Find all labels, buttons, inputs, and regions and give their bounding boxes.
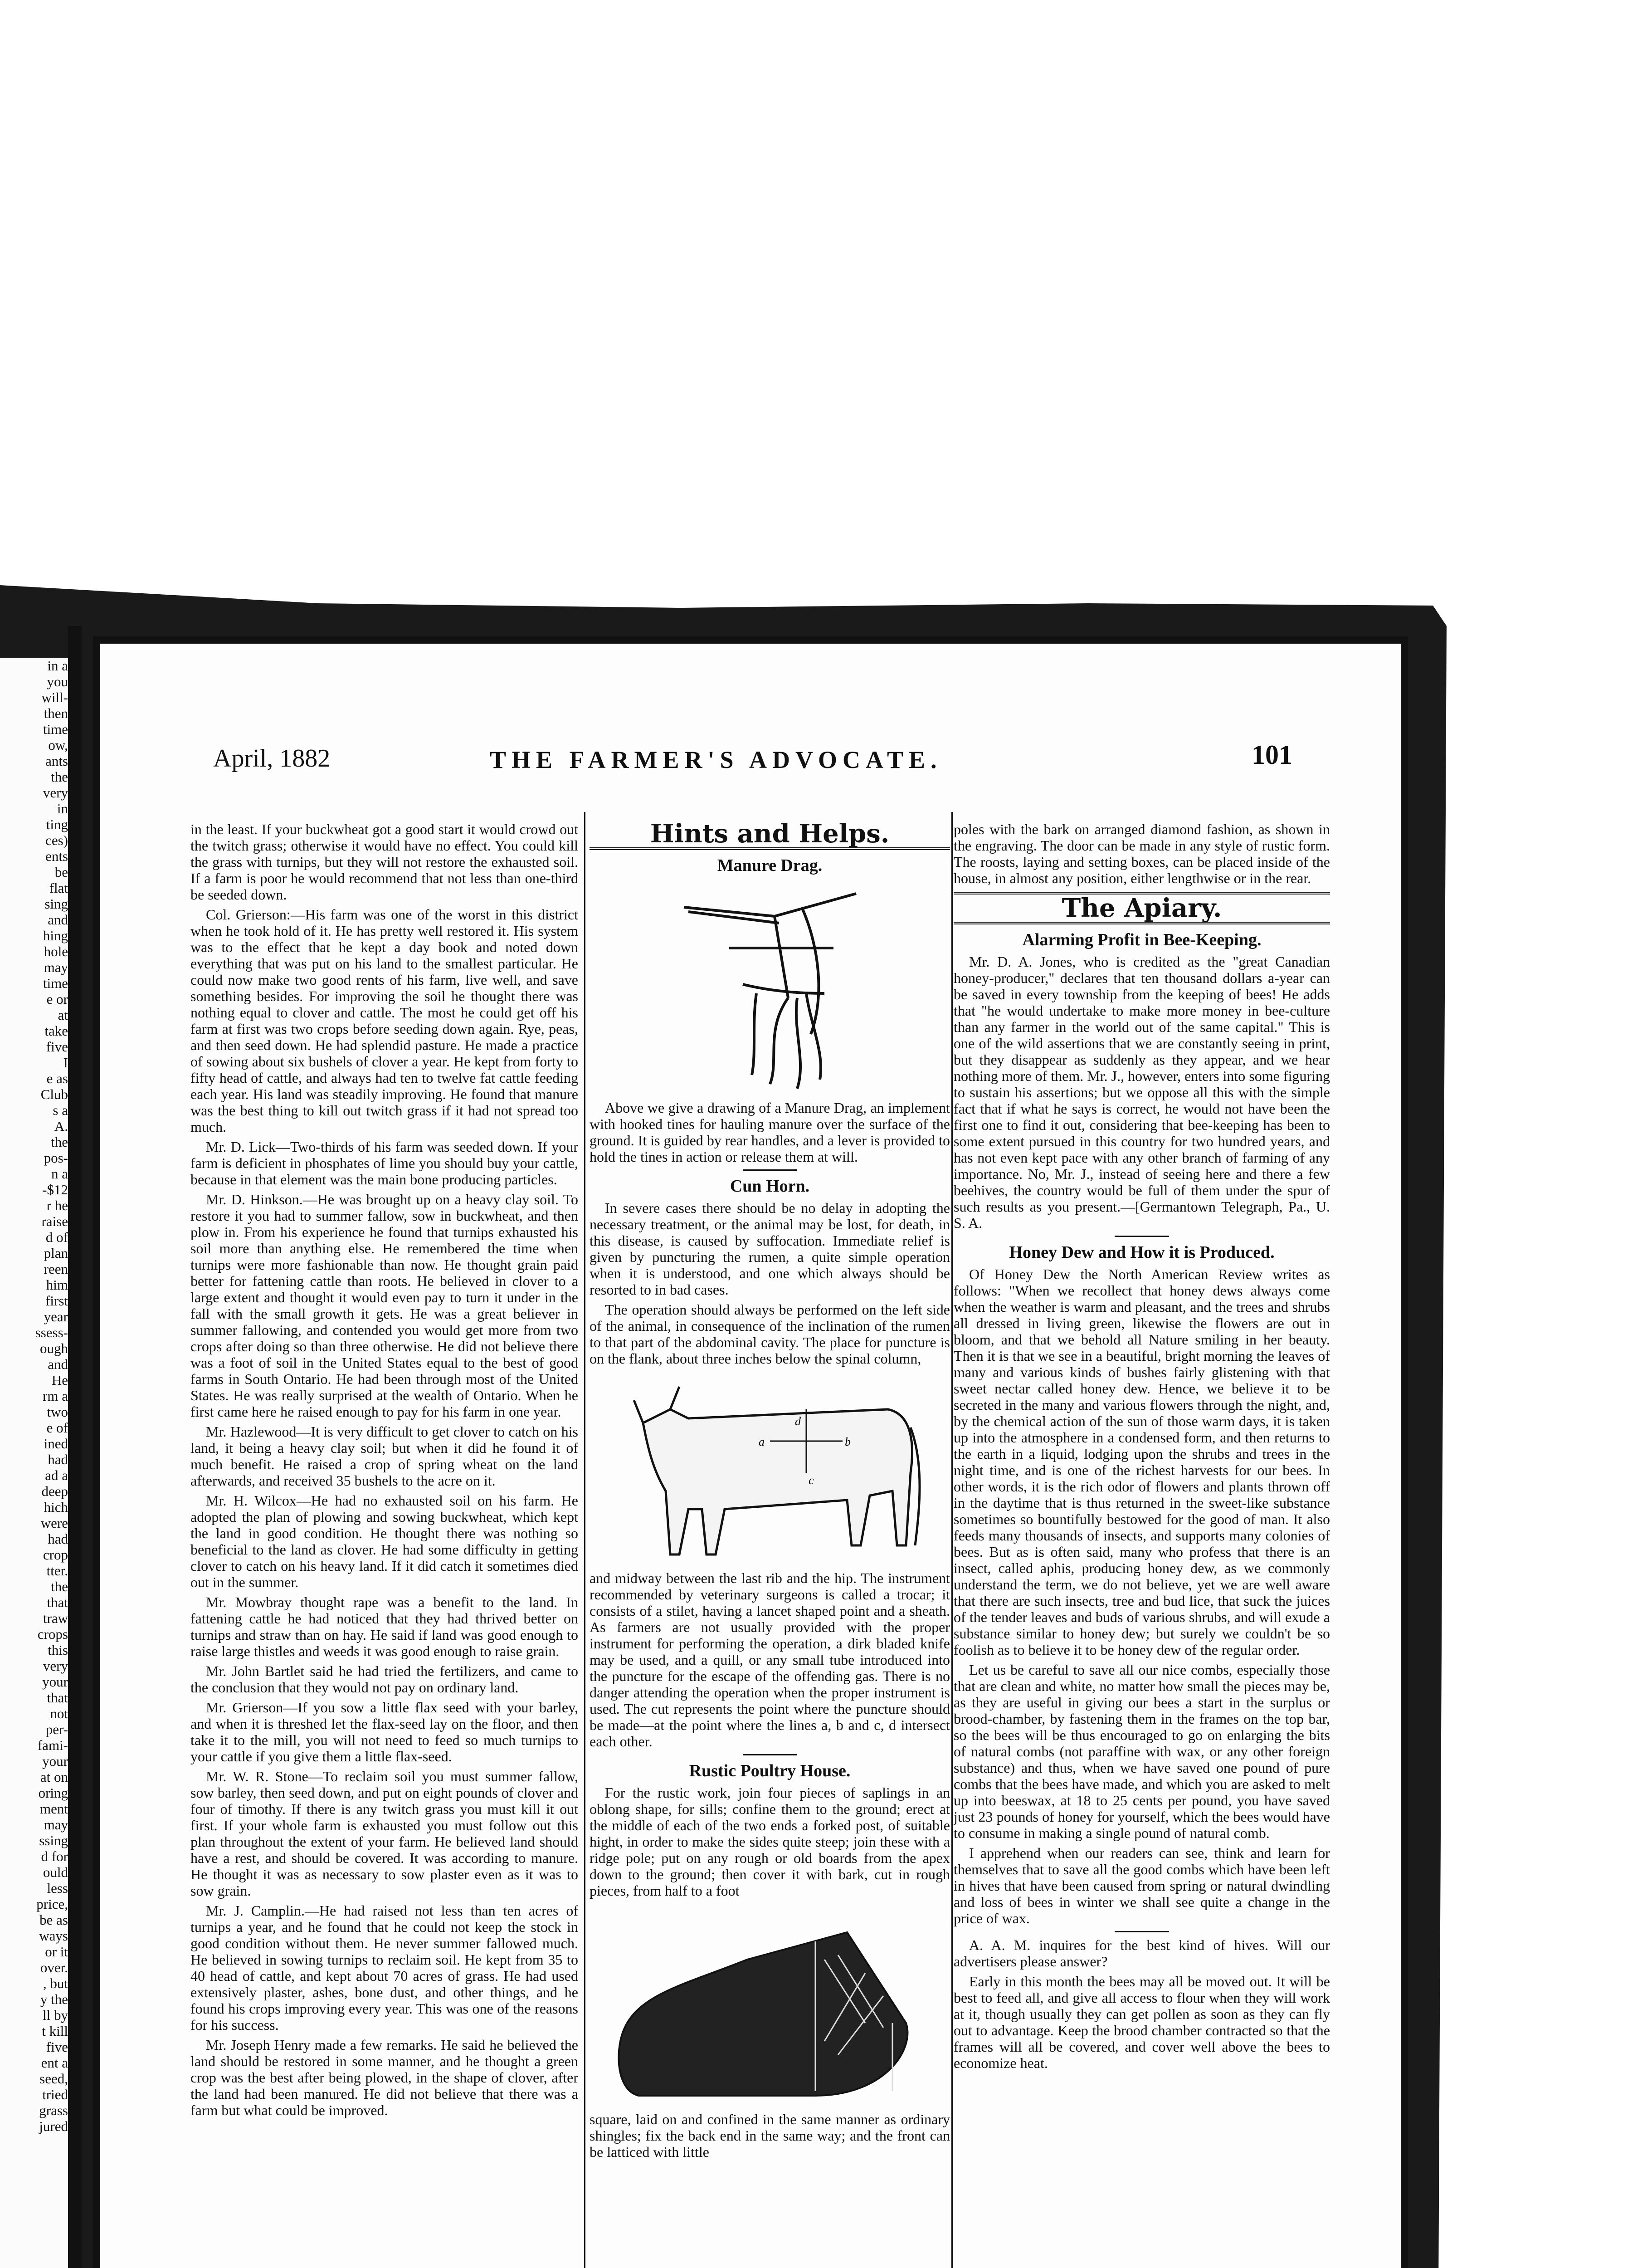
previous-page-line: n a (51, 1166, 68, 1182)
previous-page-line: your (42, 1753, 68, 1769)
figure-label-c: c (808, 1474, 814, 1487)
previous-page-line: Club (40, 1086, 68, 1102)
previous-page-line: raise (41, 1213, 68, 1229)
previous-page-line: oring (38, 1785, 68, 1801)
previous-page-line: that (47, 1594, 68, 1610)
paragraph: Mr. John Bartlet said he had tried the fertilizers, and came to the conclusion that they would not pay on ordinary land. (190, 1663, 578, 1696)
previous-page-line: crop (43, 1547, 68, 1563)
poultry-house-illustration (611, 1905, 929, 2105)
paragraph: Of Honey Dew the North American Review writes as follows: "When we recollect that honey dews always come when the weather is warm and pleasant, and the trees and shrubs all dressed in living green, likewise the flowers are out in bloom, and that we behold all Nature smiling in her beauty. Then it is that we see in a beautiful, bright morning the leaves of many and various kinds of bushes fairly glistening with that sweet nectar called honey dew. Hence, we believe it to be secreted in the many and various flowers through the night, and, by the chemical action of the sun of those warm days, it is taken up into the atmosphere in a condensed form, and then returns to the earth in a liquid, lodging upon the shrubs and trees in the night time, and is one of the richest harvests for our bees. In other words, it is the rich odor of flowers and plants thrown off in the daytime that is thus returned in the sweet-like substance sometimes so bountifully bestowed for the good of man. It also feeds many thousands of insects, and supports many colonies of bees. But as is often said, many who profess that there is an insect, called aphis, producing honey dew, as we commonly understand the term, we do not believe, yet we are well aware that there are such insects, tree and bud lice, that suck the juices of the tender leaves and buds of various shrubs, and will exude a substance similar to honey dew; but surely we couldn't be so foolish as to believe it to be honey dew of the regular order. (954, 1266, 1330, 1658)
previous-page-line: s a (53, 1102, 68, 1118)
previous-page-line: e as (46, 1070, 68, 1086)
previous-page-line: ment (40, 1801, 68, 1817)
previous-page-line: deep (41, 1483, 68, 1499)
previous-page-line: r he (46, 1198, 68, 1213)
previous-page-line: e or (46, 991, 68, 1007)
paragraph: and midway between the last rib and the hip. The instrument recommended by veterinary surgeons is called a trocar; it consists of a stilet, having a lancet shaped point and a sheath. As farmers are not usually provided with the proper instrument for performing the operation, a dirk bladed knife may be used, and a quill, or any small tube introduced into the puncture for the escape of the offending gas. There is no danger attending the operation when the proper instrument is used. The cut represents the point where the puncture should be made—at the point where the lines a, b and c, d intersect each other. (590, 1570, 950, 1750)
previous-page-line: ined (44, 1436, 68, 1452)
figure-label-b: b (844, 1435, 851, 1448)
previous-page-line: sing (44, 896, 68, 912)
previous-page-line: , but (43, 1975, 68, 1991)
previous-page-line: first (45, 1293, 68, 1309)
previous-page-line: less (47, 1880, 68, 1896)
paragraph: For the rustic work, join four pieces of saplings in an oblong shape, for sills; confine them to the ground; erect at the middle of each of the two ends a forked post, of suitable hight, in order to make the sides quite steep; join these with a ridge pole; put on any rough or old boards from the apex down to the ground; then cover it with bark, cut in rough pieces, from half to a foot (590, 1784, 950, 1899)
heading-cun-horn: Cun Horn. (730, 1177, 810, 1196)
previous-page-line: that (47, 1690, 68, 1706)
previous-page-line: tter. (46, 1563, 68, 1579)
previous-page-line: five (46, 1039, 68, 1055)
previous-page-line: be (54, 864, 68, 880)
divider (743, 1754, 797, 1755)
previous-page-line: the (51, 1134, 68, 1150)
column-apiary (954, 821, 1330, 2268)
previous-page-line: the (51, 769, 68, 785)
previous-page-line: him (46, 1277, 68, 1293)
heading-manure-drag: Manure Drag. (717, 856, 823, 875)
previous-page-line: plan (44, 1245, 68, 1261)
previous-page-line: hich (44, 1499, 68, 1515)
paragraph: Early in this month the bees may all be moved out. It will be best to feed all, and give all access to flour when they will work at it, though usually they can get pollen as soon as they can fly out to advantage. Keep the brood chamber contracted so that the frames will all be covered, and cover well above the bees to economize heat. (954, 1973, 1330, 2071)
paragraph: The operation should always be performed on the left side of the animal, in consequence of the inclination of the rumen to that part of the abdominal cavity. The place for puncture is on the flank, about three inches below the spinal column, (590, 1301, 950, 1367)
previous-page-line: had (48, 1452, 68, 1467)
paragraph: Mr. D. Lick—Two-thirds of his farm was seeded down. If your farm is deficient in phosphates of lime you should buy your cattle, because in that element was the main bone producing particles. (190, 1139, 578, 1188)
previous-page-line: at (58, 1007, 68, 1023)
paragraph: In severe cases there should be no delay in adopting the necessary treatment, or the animal may be lost, for death, in this disease, is caused by suffocation. Immediate relief is given by puncturing the rumen, a quite simple operation when it is understood, and one which always should be resorted to in bad cases. (590, 1200, 950, 1298)
paragraph: Mr. D. A. Jones, who is credited as the "great Canadian honey-producer," declares that ten thousand dollars a-year can be saved in every township from the keeping of bees! He adds that "he would undertake to make more money in bee-culture than any farmer in the world out of the same capital." This is one of the wild assertions that we are constantly seeing in print, but they disappear as suddenly as they appear, and we hear nothing more of them. Mr. J., however, enters into some figuring to sustain his assertions; but we oppose all this with the simple fact that if what he says is correct, he would not have been the first one to find it out, considering that bee-keeping has been to some extent pursued in this country for two hundred years, and has not even kept pace with any other branch of farming of any importance. No, Mr. J., instead of seeing here and there a few beehives, the country would be full of them under the spur of such results as you present.—[Germantown Telegraph, Pa., U. S. A. (954, 953, 1330, 1231)
previous-page-line: and (48, 1356, 68, 1372)
previous-page-line: ssess- (35, 1325, 68, 1340)
previous-page-line: in a (47, 658, 68, 674)
previous-page-line: and (48, 912, 68, 928)
column-rule-2 (951, 812, 953, 2268)
issue-date: April, 1882 (213, 744, 331, 772)
heading-rustic-poultry-house: Rustic Poultry House. (689, 1761, 851, 1780)
previous-page-line: ad a (45, 1467, 68, 1483)
previous-page-line: ough (40, 1340, 68, 1356)
column-farm-discussion (190, 821, 578, 2268)
paragraph: square, laid on and confined in the same manner as ordinary shingles; fix the back end in the same way; and the front can be latticed with little (590, 2111, 950, 2160)
paragraph: Above we give a drawing of a Manure Drag, an implement with hooked tines for hauling manure over the surface of the ground. It is guided by rear handles, and a lever is provided to hold the tines in action or release them at will. (590, 1100, 950, 1165)
column-rule-1 (584, 812, 585, 2268)
previous-page-line: time (43, 721, 68, 737)
paragraph: poles with the bark on arranged diamond fashion, as shown in the engraving. The door can be made in any style of rustic form. The roosts, laying and setting boxes, can be placed inside of the house, in almost any position, either lengthwise or in the rear. (954, 821, 1330, 886)
paragraph: Mr. D. Hinkson.—He was brought up on a heavy clay soil. To restore it you had to summer fallow, sow in buckwheat, and then plow in. From his experience he found that turnips exhausted his soil more than anything else. He remembered the time when turnips were more fashionable than now. He thought grain paid better for fattening cattle than roots. He believed in clover to a large extent and thought it would even pay to turn it under in the fall with the small growth it gets. He was a great believer in summer fallowing, and contended you would get more from two crops after doing so than three otherwise. He did not believe there was a foot of soil in the United States equal to the best of good farms in South Ontario. He had been through most of the United States. He was really surprised at the wealth of Ontario. When he first came here he raised enough to pay for his farm in one year. (190, 1191, 578, 1420)
previous-page-line: d for (41, 1848, 68, 1864)
column-hints-and-helps (590, 821, 950, 2268)
previous-page-line: not (50, 1706, 68, 1721)
previous-page-line: price, (36, 1896, 68, 1912)
previous-page-line: crops (37, 1626, 68, 1642)
previous-page-line: year (44, 1309, 68, 1325)
figure-label-d: d (794, 1415, 801, 1428)
previous-page-line: tried (42, 2087, 68, 2102)
previous-page-line: very (43, 1658, 68, 1674)
previous-page-line: very (43, 785, 68, 801)
previous-page-fragment (0, 658, 68, 2268)
previous-page-line: take (44, 1023, 68, 1039)
previous-page-line: two (47, 1404, 68, 1420)
previous-page-line: may (44, 1817, 68, 1833)
heading-alarming-profit: Alarming Profit in Bee-Keeping. (1022, 930, 1262, 949)
previous-page-line: y the (40, 1991, 68, 2007)
previous-page-line: fami- (37, 1737, 68, 1753)
previous-page-line: reen (44, 1261, 68, 1277)
manure-drag-illustration (675, 880, 865, 1093)
paragraph: Mr. Hazlewood—It is very difficult to get clover to catch on his land, it being a heavy clay soil; but when it did he found it of much benefit. He raised a crop of spring wheat on the land afterwards, and received 35 bushels to the acre on it. (190, 1423, 578, 1489)
previous-page-line: hole (44, 943, 68, 959)
previous-page-line: t kill (42, 2023, 68, 2039)
paragraph: Mr. J. Camplin.—He had raised not less than ten acres of turnips a year, and he found that he could not keep the stock in good condition without them. He never summer fallowed much. He believed in sowing turnips to reclaim soil. He kept from 35 to 40 head of cattle, and kept about 70 acres of grass. He had used extensively plaster, ashes, bone dust, and other things, and he found his crops improving every year. This was one of the reasons for his success. (190, 1902, 578, 2033)
paragraph: I apprehend when our readers can see, think and learn for themselves that to save all the good combs which have been left in hives that have been caused from spring or natural dwindling and loss of bees in winter we shall see quite a change in the price of wax. (954, 1845, 1330, 1926)
divider (1115, 1931, 1169, 1932)
paragraph: Mr. Grierson—If you sow a little flax seed with your barley, and when it is threshed let the flax-seed lay on the floor, and then take it to the mill, you will not need to feed so much turnips to your cattle if you give them a little flax-seed. (190, 1699, 578, 1765)
divider (743, 1169, 797, 1171)
figure-label-a: a (758, 1435, 765, 1448)
previous-page-line: -$12 (42, 1182, 68, 1198)
masthead: THE FARMER'S ADVOCATE. (490, 746, 942, 773)
paragraph: Mr. Joseph Henry made a few remarks. He said he believed the land should be restored in some manner, and he thought a green crop was the best after being plowed, in the shape of clover, after the land had been manured. He did not believe that there was a farm but what could be improved. (190, 2037, 578, 2118)
section-title-apiary: The Apiary. (1062, 893, 1222, 923)
previous-page-line: traw (43, 1610, 68, 1626)
previous-page-line: ents (45, 848, 68, 864)
paragraph: Col. Grierson:—His farm was one of the worst in this district when he took hold of it. He has pretty well restored it. His system was to the effect that he kept a day book and noted down everything that was put on his land to the smallest particular. He could now make two good rents of his farm, live well, and save something besides. For improving the soil he thought there was nothing equal to clover and cattle. The most he could get off his farm at first was two crops before seeding down again. Rye, peas, and then seed down. He had splendid pasture. He made a practice of sowing about six bushels of clover a year. He kept from forty to fifty head of cattle, and always had ten to twelve fat cattle feeding each year. His land was steadily improving. He found that manure was the best thing to kill out twitch grass if it had not spread too much. (190, 906, 578, 1135)
previous-page-line: ants (45, 753, 68, 769)
previous-page-line: the (51, 1579, 68, 1594)
previous-page-line: A. (54, 1118, 68, 1134)
paragraph: in the least. If your buckwheat got a good start it would crowd out the twitch grass; otherwise it would have no effect. You could kill the grass with turnips, but they will not restore the exhausted soil. If a farm is poor he would recommend that not less than one-third be seeded down. (190, 821, 578, 903)
cow-illustration (616, 1373, 924, 1564)
previous-page-line: grass (39, 2102, 68, 2118)
page-number: 101 (1252, 740, 1292, 770)
previous-page-line: in (57, 801, 68, 816)
previous-page-line: you (47, 674, 68, 689)
previous-page-line: pos- (44, 1150, 68, 1166)
previous-page-line: had (48, 1531, 68, 1547)
paragraph: Mr. W. R. Stone—To reclaim soil you must summer fallow, sow barley, then seed down, and put on eight pounds of clover and four of timothy. If there is any twitch grass you must kill it out first. If your whole farm is exhausted you must follow out this plan throughout the extent of your farm. He believed land should have a rest, and should be covered. It was according to manure. He thought it was as necessary to sow plaster even as it was to sow grain. (190, 1768, 578, 1899)
previous-page-line: ll by (43, 2007, 68, 2023)
heading-honey-dew: Honey Dew and How it is Produced. (1009, 1243, 1275, 1262)
previous-page-line: over. (40, 1960, 68, 1975)
previous-page-line: rm a (43, 1388, 68, 1404)
previous-page-line: ces) (45, 832, 68, 848)
previous-page-line: flat (49, 880, 68, 896)
page-header (0, 740, 1647, 773)
previous-page-line: your (42, 1674, 68, 1690)
previous-page-line: seed, (39, 2071, 68, 2087)
previous-page-line: will- (41, 689, 68, 705)
divider (1115, 1236, 1169, 1237)
previous-page-line: ssing (39, 1833, 68, 1848)
previous-page-line: ow, (48, 737, 68, 753)
previous-page-line: d of (45, 1229, 68, 1245)
previous-page-line: I (63, 1055, 68, 1070)
previous-page-line: time (43, 975, 68, 991)
previous-page-line: may (44, 959, 68, 975)
paragraph: Mr. Mowbray thought rape was a benefit to the land. In fattening cattle he had noticed that they had thrived better on turnips and straw than on hay. He said if land was good enough to raise large thistles and weeds it was good enough to raise grain. (190, 1594, 578, 1659)
previous-page-line: five (46, 2039, 68, 2055)
paragraph: Mr. H. Wilcox—He had no exhausted soil on his farm. He adopted the plan of plowing and sowing buckwheat, which kept the land in good condition. He thought there was nothing so beneficial to the land as clover. He had some difficulty in getting clover to catch on his heavy land. If it did catch it sometimes died out in the summer. (190, 1492, 578, 1590)
previous-page-line: He (51, 1372, 68, 1388)
previous-page-line: per- (45, 1721, 68, 1737)
previous-page-line: ould (43, 1864, 68, 1880)
previous-page-line: were (40, 1515, 68, 1531)
previous-page-line: ting (46, 816, 68, 832)
previous-page-line: ways (39, 1928, 68, 1944)
previous-page-line: jured (39, 2118, 68, 2134)
previous-page-line: this (48, 1642, 68, 1658)
paragraph: Let us be careful to save all our nice combs, especially those that are clean and white, no matter how small the pieces may be, as they are useful in giving our bees a start in the surplus or brood-chamber, by fastening them in the frames on the top bar, so the bees will be thus encouraged to go on enlarging the bits of natural combs (not paraffine with wax, or any other foreign substance) and thus, when we have saved one pound of pure combs that the bees have made, and which you are asked to melt up into beeswax, at 18 to 25 cents per pound, you have saved just 23 pounds of honey for yourself, which the bees would have to consume in making a single pound of natural comb. (954, 1662, 1330, 1841)
previous-page-line: e of (46, 1420, 68, 1436)
previous-page-line: at on (40, 1769, 68, 1785)
previous-page-line: hing (43, 928, 68, 943)
paragraph: A. A. M. inquires for the best kind of hives. Will our advertisers please answer? (954, 1937, 1330, 1970)
previous-page-line: then (44, 705, 68, 721)
previous-page-line: be as (39, 1912, 68, 1928)
previous-page-line: ent a (41, 2055, 68, 2071)
previous-page-line: or it (45, 1944, 68, 1960)
section-title-hints-helps: Hints and Helps. (650, 821, 890, 849)
